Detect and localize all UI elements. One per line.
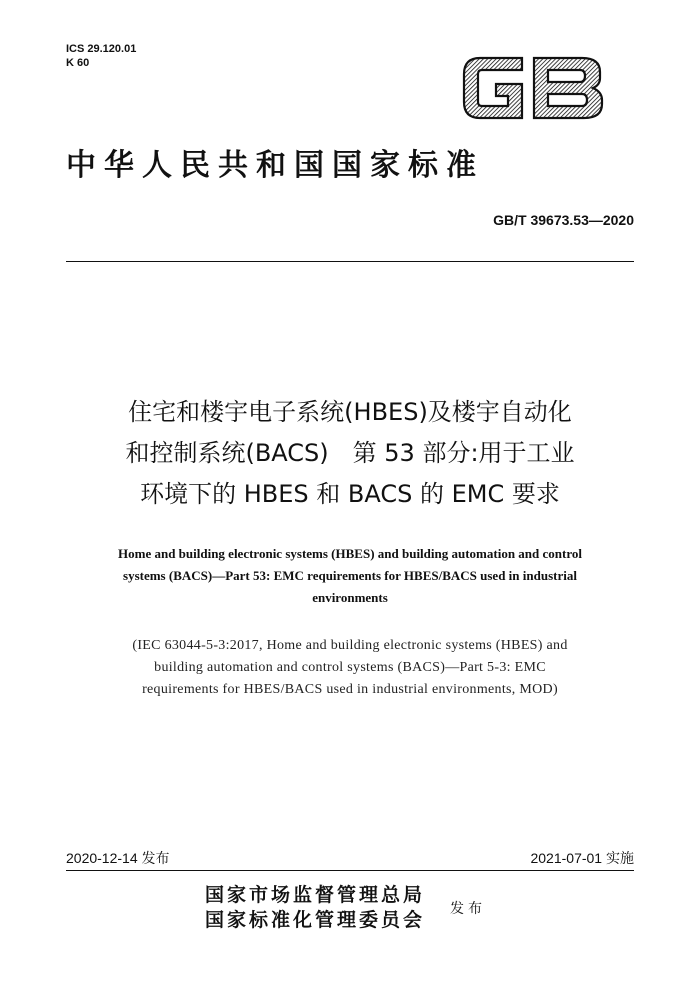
iec-reference-line-3: requirements for HBES/BACS used in industrial environments, MOD)	[142, 682, 558, 697]
chinese-title-line-1: 住宅和楼宇电子系统(HBES)及楼宇自动化	[128, 398, 572, 426]
gb-logo-g-shape	[464, 58, 522, 118]
issuer-1: 国家市场监督管理总局	[205, 884, 426, 906]
english-title-line-3: environments	[312, 590, 388, 605]
iec-reference	[60, 635, 640, 701]
ics-code: ICS 29.120.01	[66, 43, 137, 55]
issuing-authorities	[205, 883, 425, 933]
iec-reference-line-1: (IEC 63044-5-3:2017, Home and building electronic systems (HBES) and	[132, 638, 568, 653]
ccs-code: K 60	[66, 57, 90, 69]
english-title	[70, 543, 630, 609]
iec-reference-line-2: building automation and control systems (BACS)—Part 5-3: EMC	[154, 660, 546, 675]
issue-date: 2020-12-14 发布	[66, 850, 170, 866]
publish-label: 发布	[450, 901, 486, 917]
standard-category: 中华人民共和国国家标准	[66, 148, 484, 183]
issuer-2: 国家标准化管理委员会	[205, 909, 426, 931]
gb-logo-b-shape	[534, 58, 602, 118]
chinese-title	[40, 392, 660, 515]
gb-logo	[460, 52, 606, 124]
chinese-title-line-2: 和控制系统(BACS) 第 53 部分:用于工业	[125, 439, 575, 467]
standard-number: GB/T 39673.53—2020	[493, 212, 634, 228]
english-title-line-1: Home and building electronic systems (HBES) and building automation and control	[118, 546, 582, 561]
classification-codes	[66, 42, 136, 70]
implementation-date: 2021-07-01 实施	[530, 850, 634, 866]
chinese-title-line-3: 环境下的 HBES 和 BACS 的 EMC 要求	[140, 480, 560, 508]
footer-divider	[66, 870, 634, 871]
english-title-line-2: systems (BACS)—Part 53: EMC requirements for HBES/BACS used in industrial	[123, 568, 577, 583]
header-divider	[66, 261, 634, 262]
